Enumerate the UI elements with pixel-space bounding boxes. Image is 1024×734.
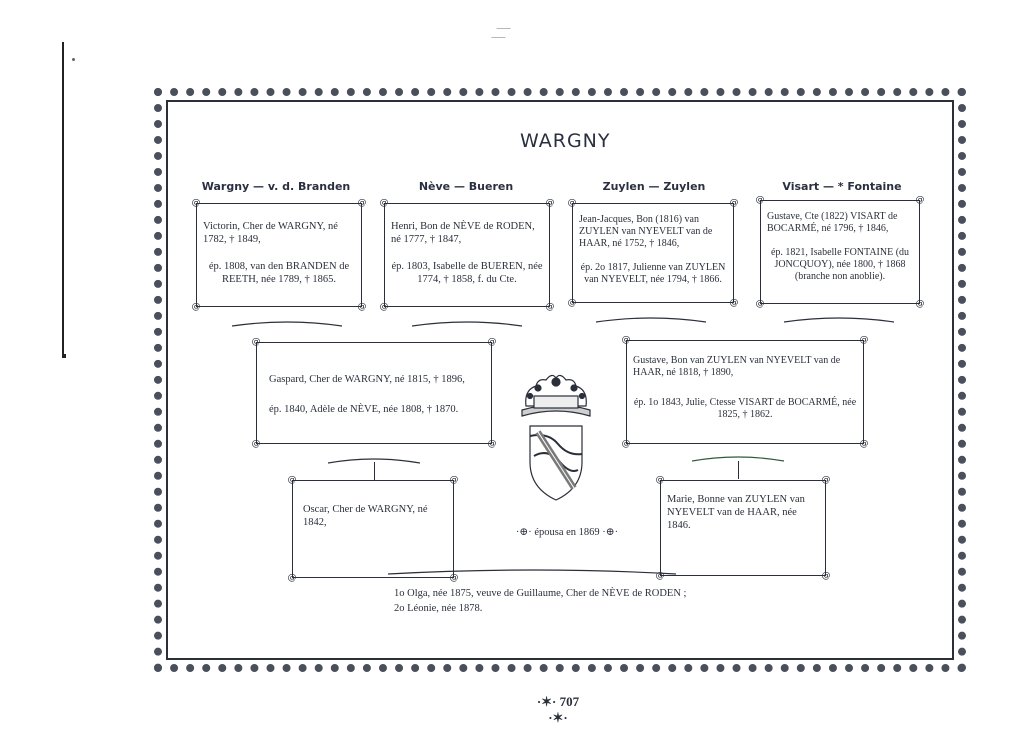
bride-box [655, 475, 831, 581]
parent-text: Gustave, Bon van ZUYLEN van NYEVELT van de HAAR, né 1818, † 1890, [633, 355, 841, 378]
spiral-ornament-icon: @ [915, 195, 925, 205]
child-item: 2o Léonie, née 1878. [394, 603, 483, 614]
ancestor-box-neve [379, 198, 555, 312]
ancestor-marriage: ép. 1808, van den BRANDEN de REETH, née 1789, † 1865. [208, 261, 350, 285]
spiral-ornament-icon: @ [821, 475, 831, 485]
page-number-value: 707 [559, 694, 580, 709]
spiral-ornament-icon: @ [655, 475, 665, 485]
parent-marriage: ép. 1o 1843, Julie, Ctesse VISART de BOCARMÉ, née 1825, † 1862. [633, 397, 857, 420]
spiral-ornament-icon: @ [915, 299, 925, 309]
connector-line [738, 461, 739, 479]
page-number [528, 694, 588, 726]
spiral-ornament-icon: @ [191, 198, 201, 208]
family-title: WARGNY [520, 130, 611, 152]
spiral-ornament-icon: @ [251, 337, 261, 347]
spiral-ornament-icon: @ [655, 571, 665, 581]
spiral-ornament-icon: @ [755, 299, 765, 309]
parent-box-wargny [251, 337, 497, 449]
ancestor-text: Jean-Jacques, Bon (1816) van ZUYLEN van NYEVELT van de HAAR, né 1752, † 1846, [579, 214, 713, 249]
children-list [394, 586, 754, 616]
ancestor-marriage: ép. 2o 1817, Julienne van ZUYLEN van NYEVELT, née 1794, † 1866. [580, 262, 726, 285]
spiral-ornament-icon: @ [487, 439, 497, 449]
spiral-ornament-icon: @ [287, 573, 297, 583]
binding-edge-line [62, 42, 64, 354]
ancestor-text: Henri, Bon de NÈVE de RODEN, né 1777, † 1847, [391, 221, 535, 245]
ancestor-box-zuylen [567, 198, 739, 308]
child-item: 1o Olga, née 1875, veuve de Guillaume, Cher de NÈVE de RODEN ; [394, 588, 687, 599]
spiral-ornament-icon: @ [859, 335, 869, 345]
spiral-ornament-icon: @ [379, 198, 389, 208]
spiral-ornament-icon: @ [449, 573, 459, 583]
spiral-ornament-icon: @ [859, 439, 869, 449]
binding-edge-tick [62, 354, 66, 358]
spiral-ornament-icon: @ [755, 195, 765, 205]
spiral-ornament-icon: @ [487, 337, 497, 347]
parent-box-zuylen [621, 335, 869, 449]
spiral-ornament-icon: @ [357, 302, 367, 312]
spiral-ornament-icon: @ [357, 198, 367, 208]
groom-box [287, 475, 459, 583]
ancestor-text: Victorin, Cher de WARGNY, né 1782, † 1849, [203, 221, 338, 245]
spiral-ornament-icon: @ [567, 198, 577, 208]
children-rule [388, 566, 676, 578]
connector-swoosh [596, 316, 706, 326]
spiral-ornament-icon: @ [449, 475, 459, 485]
spiral-ornament-icon: @ [567, 298, 577, 308]
ornament-right-icon: ·⊕· [602, 527, 619, 538]
ornament-icon: ·✶· [536, 694, 557, 709]
ancestor-marriage: ép. 1803, Isabelle de BUEREN, née 1774, † 1858, f. du Cte. [391, 261, 543, 285]
spiral-ornament-icon: @ [251, 439, 261, 449]
spiral-ornament-icon: @ [191, 302, 201, 312]
column-heading-zuylen: Zuylen — Zuylen [602, 180, 706, 193]
marriage-year: épousa en 1869 [534, 527, 600, 538]
parent-marriage: ép. 1840, Adèle de NÈVE, née 1808, † 1870. [269, 404, 459, 415]
ancestor-marriage: ép. 1821, Isabelle FONTAINE (du JONCQUOY), née 1800, † 1868 (branche non anoblie). [770, 247, 910, 282]
spiral-ornament-icon: @ [729, 298, 739, 308]
ancestor-text: Gustave, Cte (1822) VISART de BOCARMÉ, né 1796, † 1846, [767, 211, 898, 234]
ancestor-box-wargny [191, 198, 367, 312]
column-heading-neve: Nève — Bueren [418, 180, 514, 193]
groom-text: Oscar, Cher de WARGNY, né 1842, [303, 504, 428, 528]
spiral-ornament-icon: @ [621, 335, 631, 345]
coat-of-arms-icon [508, 370, 604, 506]
spiral-ornament-icon: @ [621, 439, 631, 449]
bride-text: Marie, Bonne van ZUYLEN van NYEVELT van de HAAR, née 1846. [667, 494, 805, 531]
column-heading-visart: Visart — * Fontaine [782, 180, 902, 193]
binding-edge-dot [72, 58, 75, 61]
spiral-ornament-icon: @ [545, 198, 555, 208]
spiral-ornament-icon: @ [287, 475, 297, 485]
connector-swoosh [784, 316, 894, 326]
ancestor-box-visart [755, 195, 925, 309]
spiral-ornament-icon: @ [379, 302, 389, 312]
spiral-ornament-icon: @ [821, 571, 831, 581]
spiral-ornament-icon: @ [545, 302, 555, 312]
ornament-left-icon: ·⊕· [515, 527, 532, 538]
parent-text: Gaspard, Cher de WARGNY, né 1815, † 1896, [269, 374, 465, 385]
column-heading-wargny: Wargny — v. d. Branden [201, 180, 351, 193]
connector-swoosh [232, 320, 342, 330]
connector-line [374, 462, 375, 480]
spiral-ornament-icon: @ [729, 198, 739, 208]
ornament-icon: ·✶· [548, 710, 568, 725]
connector-swoosh [412, 320, 522, 330]
marriage-note [492, 526, 642, 538]
scan-mark [491, 28, 511, 38]
